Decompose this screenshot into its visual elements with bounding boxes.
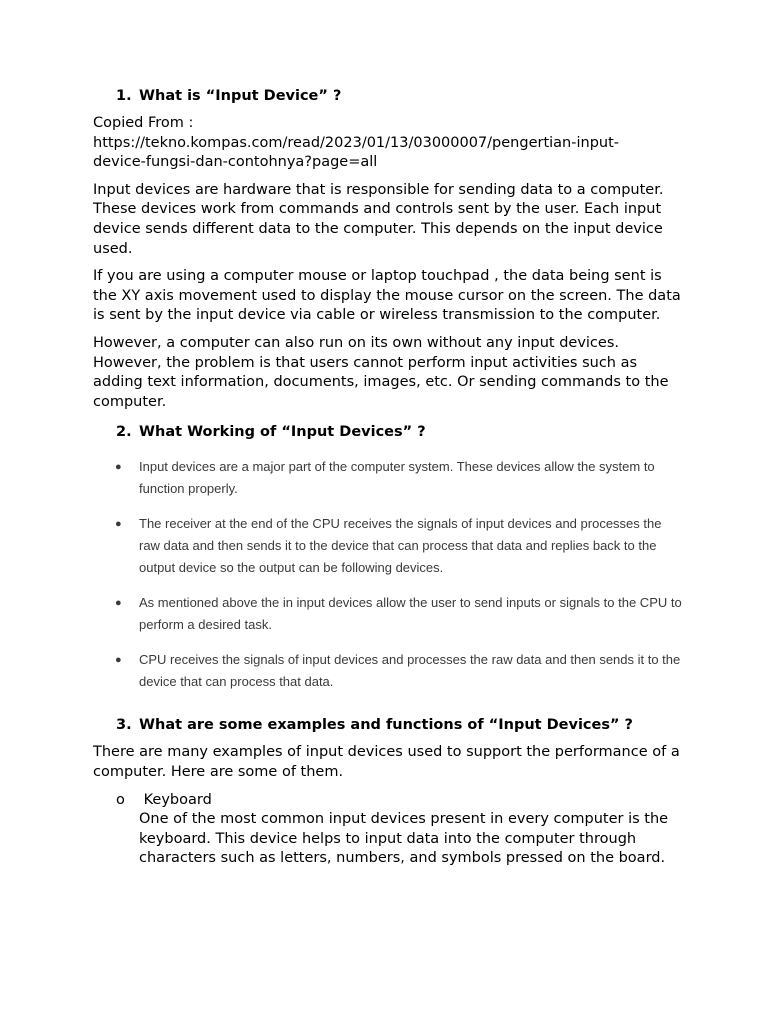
section3-number: 3. xyxy=(116,717,132,734)
section1-heading-text: What is “Input Device” ? xyxy=(139,88,342,104)
example-title: Keyboard xyxy=(143,791,212,808)
source-citation xyxy=(93,114,683,173)
bullet-icon: ● xyxy=(115,654,122,667)
section3-heading xyxy=(93,715,683,735)
document-page xyxy=(93,86,683,869)
source-url-line2: device-fungsi-dan-contohnya?page=all xyxy=(93,154,378,171)
source-label: Copied From : xyxy=(93,115,194,131)
circle-marker-icon: o xyxy=(116,791,125,808)
bullet-text: CPU receives the signals of input devices and processes the raw data and then sends it to the device that can process that data. xyxy=(139,652,681,690)
list-item xyxy=(115,592,683,636)
section2-heading xyxy=(93,422,683,442)
example-item-keyboard xyxy=(93,791,683,869)
list-item xyxy=(115,456,683,500)
bullet-text: As mentioned above the in input devices allow the user to send inputs or signals to the CPU to perform a desired task. xyxy=(139,595,682,633)
section1-paragraph-3: However, a computer can also run on its own without any input devices. However, the problem is that users cannot perform input activities such as adding text information, documents, images, etc. Or sending commands to the computer. xyxy=(93,334,669,410)
bullet-icon: ● xyxy=(115,597,122,610)
section3-intro: There are many examples of input devices used to support the performance of a computer. Here are some of them. xyxy=(93,744,680,780)
section1-paragraph-2: If you are using a computer mouse or laptop touchpad , the data being sent is the XY axis movement used to display the mouse cursor on the screen. The data is sent by the input device via cable or wireless transmission to the computer. xyxy=(93,268,681,324)
section1-heading xyxy=(93,86,683,106)
section2-bullet-list xyxy=(93,456,683,693)
bullet-icon: ● xyxy=(115,518,122,531)
example-description: One of the most common input devices present in every computer is the keyboard. This device helps to input data into the computer through characters such as letters, numbers, and symbols pressed on the board. xyxy=(139,811,669,867)
list-item xyxy=(115,649,683,693)
list-item xyxy=(115,513,683,579)
section1-paragraph-1: Input devices are hardware that is responsible for sending data to a computer. These devices work from commands and controls sent by the user. Each input device sends different data to the computer. This depends on the input device used. xyxy=(93,181,664,257)
bullet-text: The receiver at the end of the CPU receives the signals of input devices and processes the raw data and then sends it to the device that can process that data and replies back to the output device so the output can be following devices. xyxy=(139,516,662,576)
source-url-line1: https://tekno.kompas.com/read/2023/01/13/03000007/pengertian-input- xyxy=(93,134,620,151)
bullet-text: Input devices are a major part of the computer system. These devices allow the system to function properly. xyxy=(139,459,655,497)
section3-heading-text: What are some examples and functions of “Input Devices” ? xyxy=(139,717,633,734)
section1-number: 1. xyxy=(116,88,132,104)
bullet-icon: ● xyxy=(115,461,122,474)
section2-heading-text: What Working of “Input Devices” ? xyxy=(139,424,426,441)
section2-number: 2. xyxy=(116,424,132,441)
